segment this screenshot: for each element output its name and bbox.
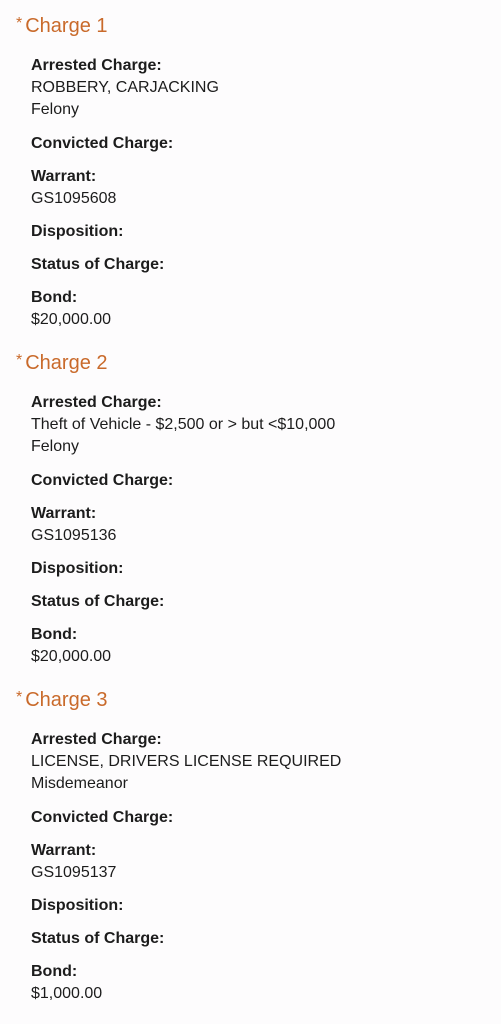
convicted-charge-field [31,133,491,155]
arrested-charge-field [31,729,491,795]
charge-heading [16,12,108,38]
charge-heading [16,349,108,375]
arrested-charge-value: ROBBERY, CARJACKING [31,79,219,96]
arrested-charge-value: Theft of Vehicle - $2,500 or > but <$10,000 [31,416,336,433]
required-asterisk: * [16,15,23,32]
bond-label: Bond: [31,963,78,980]
warrant-field [31,840,491,884]
warrant-value: GS1095137 [31,864,117,881]
status-of-charge-label: Status of Charge: [31,256,165,273]
bond-label: Bond: [31,626,78,643]
charge-heading [16,686,108,712]
arrested-charge-class: Felony [31,438,80,455]
arrested-charge-label: Arrested Charge: [31,57,162,74]
disposition-label: Disposition: [31,897,124,914]
arrested-charge-field [31,55,491,121]
warrant-value: GS1095608 [31,190,117,207]
bond-label: Bond: [31,289,78,306]
warrant-label: Warrant: [31,168,97,185]
status-of-charge-field [31,928,491,950]
charge-title: Charge 3 [25,689,108,711]
arrested-charge-field [31,392,491,458]
disposition-field [31,221,491,243]
charge-title: Charge 1 [25,15,108,37]
status-of-charge-field [31,591,491,613]
convicted-charge-label: Convicted Charge: [31,472,174,489]
disposition-field [31,558,491,580]
bond-field [31,287,491,331]
arrested-charge-class: Felony [31,101,80,118]
arrested-charge-label: Arrested Charge: [31,394,162,411]
disposition-field [31,895,491,917]
warrant-value: GS1095136 [31,527,117,544]
bond-field [31,624,491,668]
warrant-field [31,166,491,210]
warrant-field [31,503,491,547]
convicted-charge-field [31,807,491,829]
disposition-label: Disposition: [31,223,124,240]
bond-field [31,961,491,1005]
warrant-label: Warrant: [31,842,97,859]
warrant-label: Warrant: [31,505,97,522]
arrested-charge-value: LICENSE, DRIVERS LICENSE REQUIRED [31,753,342,770]
bond-value: $20,000.00 [31,311,112,328]
bond-value: $1,000.00 [31,985,103,1002]
status-of-charge-label: Status of Charge: [31,593,165,610]
disposition-label: Disposition: [31,560,124,577]
arrested-charge-label: Arrested Charge: [31,731,162,748]
charge-title: Charge 2 [25,352,108,374]
status-of-charge-label: Status of Charge: [31,930,165,947]
convicted-charge-field [31,470,491,492]
bond-value: $20,000.00 [31,648,112,665]
convicted-charge-label: Convicted Charge: [31,809,174,826]
required-asterisk: * [16,689,23,706]
convicted-charge-label: Convicted Charge: [31,135,174,152]
required-asterisk: * [16,352,23,369]
status-of-charge-field [31,254,491,276]
arrested-charge-class: Misdemeanor [31,775,128,792]
